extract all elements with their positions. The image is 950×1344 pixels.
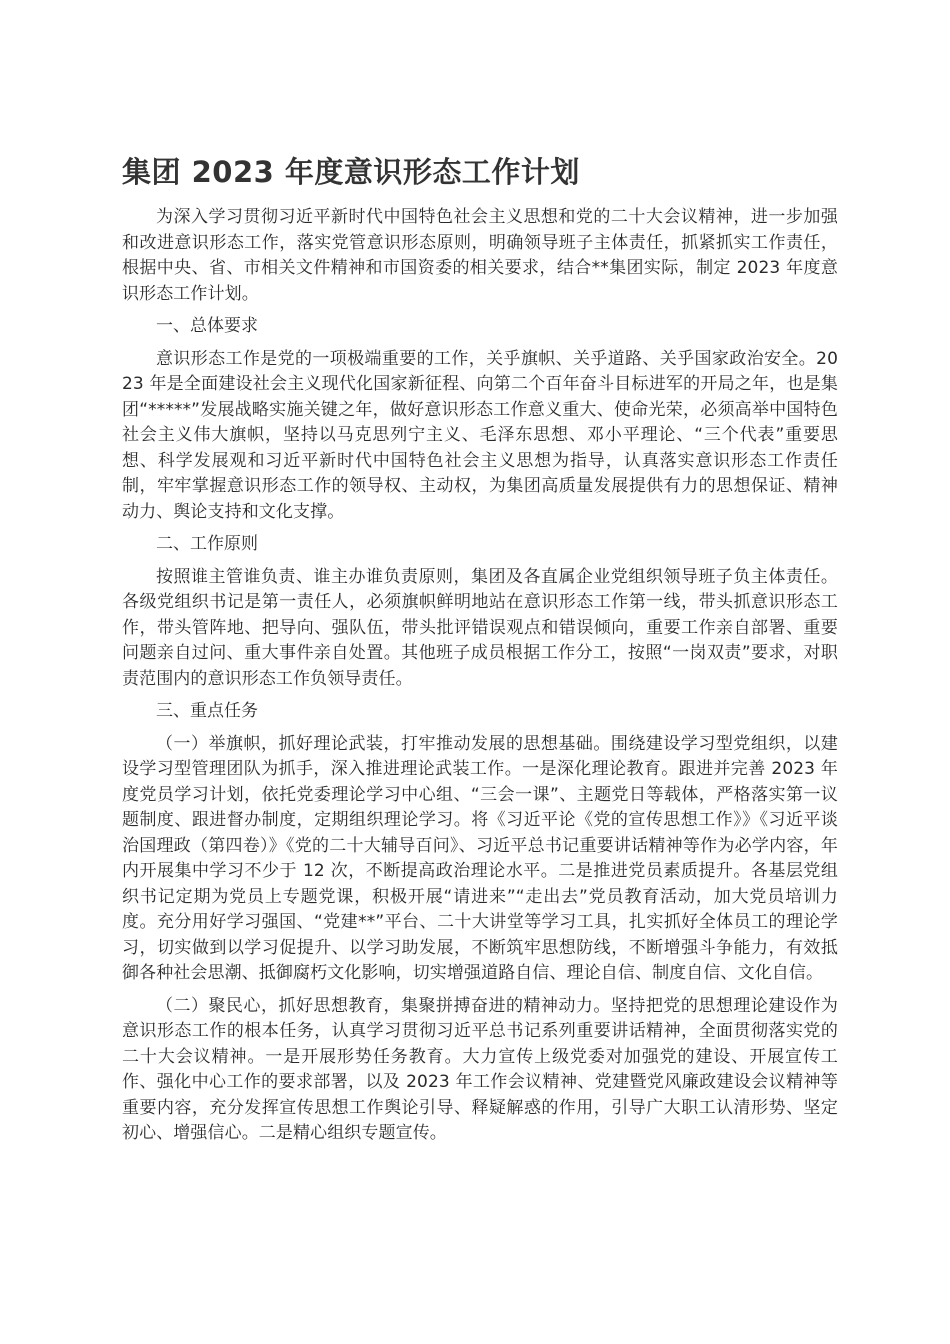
section-heading-key-tasks: 三、重点任务 bbox=[156, 701, 258, 721]
section-heading-general-requirements: 一、总体要求 bbox=[156, 316, 258, 336]
document-title: 集团 2023 年度意识形态工作计划 bbox=[122, 155, 580, 189]
task-paragraph-1: （一）举旗帜，抓好理论武装，打牢推动发展的思想基础。围绕建设学习型党组织，以建设学习型管理团队为抓手，深入推进理论武装工作。一是深化理论教育。跟进并完善 2023 年度党员学习计划，依托党委理论学习中心组、“三会一课”、主题党日等载体，严格落实第一议题制度、跟进督办制度，定期组织理论学习。将《习近平论《党的宣传思想工作》》《习近平谈治国理政（第四卷）》《党的二十大辅导百问》、习近平总书记重要讲话精神等作为必学内容，年内开展集中学习不少于 12 次，不断提高政治理论水平。二是推进党员素质提升。各基层党组织书记定期为党员上专题党课，积极开展“请进来”“走出去”党员教育活动，加大党员培训力度。充分用好学习强国、“党建**”平台、二十大讲堂等学习工具，扎实抓好全体员工的理论学习，切实做到以学习促提升、以学习助发展，不断筑牢思想防线，不断增强斗争能力，有效抵御各种社会思潮、抵御腐朽文化影响，切实增强道路自信、理论自信、制度自信、文化自信。 bbox=[122, 733, 838, 983]
intro-paragraph: 为深入学习贯彻习近平新时代中国特色社会主义思想和党的二十大会议精神，进一步加强和改进意识形态工作，落实党管意识形态原则，明确领导班子主体责任，抓紧抓实工作责任，根据中央、省、市相关文件精神和市国资委的相关要求，结合**集团实际，制定 2023 年度意识形态工作计划。 bbox=[122, 207, 838, 304]
task-paragraph-2: （二）聚民心，抓好思想教育，集聚拼搏奋进的精神动力。坚持把党的思想理论建设作为意识形态工作的根本任务，认真学习贯彻习近平总书记系列重要讲话精神，全面贯彻落实党的二十大会议精神。一是开展形势任务教育。大力宣传上级党委对加强党的建设、开展宣传工作、强化中心工作的要求部署，以及 2023 年工作会议精神、党建暨党风廉政建设会议精神等重要内容，充分发挥宣传思想工作舆论引导、释疑解惑的作用，引导广大职工认清形势、坚定初心、增强信心。二是精心组织专题宣传。 bbox=[122, 995, 838, 1143]
section-heading-work-principles: 二、工作原则 bbox=[156, 534, 258, 554]
document-body bbox=[122, 205, 838, 1154]
section-paragraph-work-principles: 按照谁主管谁负责、谁主办谁负责原则，集团及各直属企业党组织领导班子负主体责任。各级党组织书记是第一责任人，必须旗帜鲜明地站在意识形态工作第一线，带头抓意识形态工作，带头管阵地、把导向、强队伍，带头批评错误观点和错误倾向，重要工作亲自部署、重要问题亲自过问、重大事件亲自处置。其他班子成员根据工作分工，按照“一岗双责”要求，对职责范围内的意识形态工作负领导责任。 bbox=[122, 566, 838, 689]
section-paragraph-general-requirements: 意识形态工作是党的一项极端重要的工作，关乎旗帜、关乎道路、关乎国家政治安全。2023 年是全面建设社会主义现代化国家新征程、向第二个百年奋斗目标进军的开局之年，也是集团“*****”发展战略实施关键之年，做好意识形态工作意义重大、使命光荣，必须高举中国特色社会主义伟大旗帜，坚持以马克思列宁主义、毛泽东思想、邓小平理论、“三个代表”重要思想、科学发展观和习近平新时代中国特色社会主义思想为指导，认真落实意识形态工作责任制，牢牢掌握意识形态工作的领导权、主动权，为集团高质量发展提供有力的思想保证、精神动力、舆论支持和文化支撑。 bbox=[122, 348, 838, 522]
